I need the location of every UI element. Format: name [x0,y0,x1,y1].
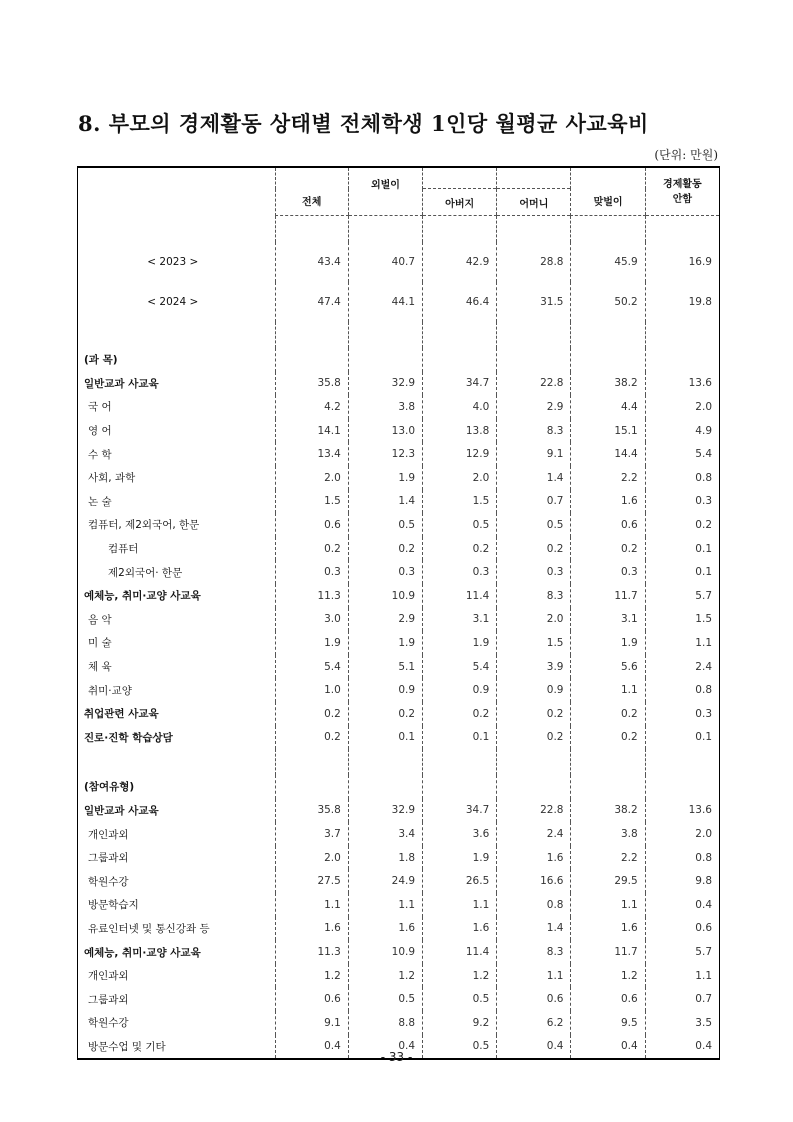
value-cell: 11.3 [275,584,348,608]
table-row [78,395,720,419]
table-row [78,964,720,988]
table-row [78,869,720,893]
value-cell: 1.9 [275,631,348,655]
table-row [78,655,720,679]
header-mother-spacer [497,167,571,189]
value-cell: 1.6 [571,917,645,941]
value-cell: 0.9 [423,678,497,702]
value-cell: 4.9 [645,419,719,443]
value-cell: 5.7 [645,940,719,964]
value-cell [497,348,571,372]
value-cell [275,775,348,799]
value-cell [571,322,645,348]
value-cell: 0.4 [571,1035,645,1059]
value-cell: 9.5 [571,1011,645,1035]
value-cell: 1.1 [348,893,422,917]
value-cell: 0.5 [423,1035,497,1059]
value-cell: 1.1 [645,964,719,988]
value-cell: 1.4 [497,466,571,490]
value-cell: 0.5 [348,513,422,537]
value-cell: 1.2 [423,964,497,988]
value-cell: 0.3 [423,560,497,584]
value-cell: 11.7 [571,940,645,964]
row-label: 개인과외 [88,828,129,841]
value-cell: 11.3 [275,940,348,964]
value-cell [571,749,645,775]
value-cell: 24.9 [348,869,422,893]
value-cell: 1.6 [348,917,422,941]
header-inactive-line2: 안함 [672,193,693,205]
value-cell: 12.9 [423,442,497,466]
table-row [78,282,720,322]
value-cell: 0.9 [348,678,422,702]
row-label: 학원수강 [88,1017,129,1030]
table-row [78,702,720,726]
table-row [78,513,720,537]
value-cell: 0.2 [497,537,571,561]
value-cell: 15.1 [571,419,645,443]
header-all: 전체 [275,167,348,216]
value-cell: 3.8 [348,395,422,419]
value-cell: 0.3 [645,490,719,514]
value-cell: 2.0 [275,846,348,870]
value-cell: 6.2 [497,1011,571,1035]
value-cell: 1.5 [645,608,719,632]
table-row [78,893,720,917]
value-cell [571,775,645,799]
header-inactive [645,167,719,216]
value-cell: 11.4 [423,584,497,608]
value-cell: 2.4 [645,655,719,679]
table-row [78,419,720,443]
row-label: 수 학 [88,448,112,461]
header-father-spacer [423,167,497,189]
value-cell: 2.9 [348,608,422,632]
value-cell: 8.3 [497,419,571,443]
value-cell: 2.2 [571,846,645,870]
row-label: 국 어 [88,401,112,414]
value-cell: 8.3 [497,940,571,964]
value-cell: 3.8 [571,822,645,846]
value-cell: 38.2 [571,799,645,823]
value-cell: 13.6 [645,799,719,823]
value-cell: 19.8 [645,282,719,322]
value-cell: 26.5 [423,869,497,893]
value-cell: 0.2 [348,702,422,726]
value-cell: 0.1 [645,537,719,561]
value-cell: 0.7 [497,490,571,514]
row-label: 일반교과 사교육 [84,377,159,390]
value-cell [423,749,497,775]
value-cell: 2.0 [423,466,497,490]
value-cell: 3.4 [348,822,422,846]
header-father: 아버지 [423,189,497,216]
value-cell [275,216,348,243]
table-row [78,987,720,1011]
value-cell: 0.1 [348,726,422,750]
value-cell: 38.2 [571,372,645,396]
value-cell [645,775,719,799]
value-cell [497,749,571,775]
value-cell: 1.1 [571,678,645,702]
table-row [78,216,720,243]
value-cell: 1.9 [423,631,497,655]
value-cell: 32.9 [348,799,422,823]
row-label [78,749,276,775]
value-cell: 3.1 [571,608,645,632]
value-cell [275,322,348,348]
row-label: 일반교과 사교육 [84,804,159,817]
value-cell: 4.4 [571,395,645,419]
value-cell: 0.3 [275,560,348,584]
value-cell: 1.6 [275,917,348,941]
value-cell: 1.4 [348,490,422,514]
value-cell [645,322,719,348]
header-inactive-line1: 경제활동 [663,178,702,190]
value-cell: 1.5 [423,490,497,514]
table-header [78,167,720,216]
value-cell [348,775,422,799]
value-cell: 3.9 [497,655,571,679]
value-cell: 0.2 [348,537,422,561]
value-cell: 13.8 [423,419,497,443]
value-cell: 34.7 [423,372,497,396]
value-cell: 4.2 [275,395,348,419]
value-cell: 5.4 [423,655,497,679]
value-cell: 13.6 [645,372,719,396]
value-cell: 35.8 [275,372,348,396]
value-cell: 1.9 [571,631,645,655]
value-cell: 2.0 [645,822,719,846]
value-cell: 0.4 [645,1035,719,1059]
value-cell: 1.5 [497,631,571,655]
row-label: 컴퓨터, 제2외국어, 한문 [88,519,200,532]
value-cell: 0.2 [571,537,645,561]
value-cell [275,749,348,775]
value-cell [645,348,719,372]
value-cell: 3.6 [423,822,497,846]
value-cell: 1.1 [497,964,571,988]
table-row [78,1011,720,1035]
value-cell: 1.0 [275,678,348,702]
value-cell: 5.4 [275,655,348,679]
value-cell: 5.4 [645,442,719,466]
value-cell: 9.8 [645,869,719,893]
expenditure-table [77,166,720,1060]
value-cell: 2.0 [275,466,348,490]
row-label: 음 악 [88,613,112,626]
value-cell: 0.5 [348,987,422,1011]
value-cell: 35.8 [275,799,348,823]
row-label: 예체능, 취미·교양 사교육 [84,946,201,959]
value-cell: 1.1 [423,893,497,917]
row-label: 취업관련 사교육 [84,708,159,721]
value-cell: 1.6 [497,846,571,870]
row-label: < 2024 > [147,296,199,308]
value-cell: 47.4 [275,282,348,322]
table-row [78,372,720,396]
value-cell [348,216,422,243]
value-cell: 0.1 [645,560,719,584]
table-row [78,490,720,514]
header-dual-label: 외벌이 [370,179,400,191]
table-row [78,442,720,466]
value-cell: 29.5 [571,869,645,893]
value-cell: 22.8 [497,799,571,823]
value-cell: 0.8 [645,466,719,490]
table-row [78,466,720,490]
value-cell: 10.9 [348,940,422,964]
value-cell: 16.9 [645,242,719,282]
header-dual [348,179,422,216]
row-label: 방문수업 및 기타 [88,1040,166,1053]
row-label: 제2외국어· 한문 [108,566,183,579]
value-cell: 42.9 [423,242,497,282]
value-cell: 11.4 [423,940,497,964]
value-cell: 0.6 [571,987,645,1011]
header-both: 맞벌이 [571,167,645,216]
table-row [78,678,720,702]
table-row [78,846,720,870]
page-number: - 33 - [380,1050,413,1064]
header-corner [78,167,276,216]
table-row [78,799,720,823]
value-cell: 34.7 [423,799,497,823]
table-body [78,216,720,1060]
value-cell: 0.6 [645,917,719,941]
value-cell: 2.2 [571,466,645,490]
value-cell: 0.8 [645,678,719,702]
value-cell: 0.4 [348,1035,422,1059]
value-cell: 1.6 [423,917,497,941]
table-row [78,537,720,561]
value-cell: 45.9 [571,242,645,282]
row-label: 컴퓨터 [108,543,139,556]
unit-note: (단위: 만원) [654,148,718,162]
value-cell: 2.0 [645,395,719,419]
value-cell [497,322,571,348]
value-cell: 8.3 [497,584,571,608]
value-cell: 0.2 [423,702,497,726]
value-cell: 0.3 [571,560,645,584]
value-cell: 0.2 [423,537,497,561]
value-cell: 0.3 [348,560,422,584]
value-cell: 14.1 [275,419,348,443]
value-cell: 0.3 [497,560,571,584]
value-cell: 9.2 [423,1011,497,1035]
row-label: 영 어 [88,425,112,438]
value-cell: 0.7 [645,987,719,1011]
value-cell [423,348,497,372]
table-row [78,822,720,846]
value-cell: 1.2 [275,964,348,988]
value-cell: 1.4 [497,917,571,941]
value-cell: 0.2 [497,702,571,726]
value-cell: 2.4 [497,822,571,846]
table-row [78,940,720,964]
value-cell: 0.1 [645,726,719,750]
value-cell: 9.1 [275,1011,348,1035]
value-cell: 44.1 [348,282,422,322]
row-label: 그룹과외 [88,852,129,865]
value-cell: 0.8 [497,893,571,917]
value-cell: 1.9 [423,846,497,870]
value-cell: 1.9 [348,631,422,655]
value-cell: 0.5 [497,513,571,537]
value-cell: 0.6 [497,987,571,1011]
value-cell: 0.3 [645,702,719,726]
table-row [78,608,720,632]
value-cell: 0.2 [497,726,571,750]
value-cell: 0.4 [645,893,719,917]
value-cell [275,348,348,372]
table-row [78,749,720,775]
value-cell: 43.4 [275,242,348,282]
value-cell: 0.2 [275,537,348,561]
table-row [78,631,720,655]
value-cell: 0.6 [571,513,645,537]
table-row [78,917,720,941]
value-cell: 0.5 [423,513,497,537]
value-cell: 0.4 [497,1035,571,1059]
row-label: 개인과외 [88,970,129,983]
value-cell: 1.1 [571,893,645,917]
value-cell [497,775,571,799]
value-cell [645,216,719,243]
value-cell: 0.8 [645,846,719,870]
value-cell: 0.2 [571,726,645,750]
row-label: 체 육 [88,661,112,674]
value-cell: 2.9 [497,395,571,419]
value-cell: 9.1 [497,442,571,466]
value-cell [571,216,645,243]
value-cell: 0.4 [275,1035,348,1059]
value-cell [348,348,422,372]
value-cell [423,322,497,348]
value-cell: 4.0 [423,395,497,419]
value-cell: 0.6 [275,987,348,1011]
value-cell: 31.5 [497,282,571,322]
row-label: 학원수강 [88,875,129,888]
value-cell: 5.1 [348,655,422,679]
value-cell: 1.1 [645,631,719,655]
table-row [78,775,720,799]
value-cell: 27.5 [275,869,348,893]
row-label: 취미·교양 [88,684,132,697]
value-cell [645,749,719,775]
value-cell: 0.5 [423,987,497,1011]
value-cell: 13.4 [275,442,348,466]
value-cell: 10.9 [348,584,422,608]
value-cell [423,775,497,799]
value-cell [348,322,422,348]
row-label: 그룹과외 [88,993,129,1006]
row-label: 논 술 [88,495,112,508]
value-cell: 12.3 [348,442,422,466]
value-cell: 0.6 [275,513,348,537]
row-label: < 2023 > [147,256,199,268]
value-cell: 0.2 [571,702,645,726]
value-cell: 1.9 [348,466,422,490]
row-label: 유료인터넷 및 통신강좌 등 [88,922,210,935]
value-cell: 5.6 [571,655,645,679]
value-cell: 3.5 [645,1011,719,1035]
table-row [78,584,720,608]
value-cell: 3.0 [275,608,348,632]
value-cell: 2.0 [497,608,571,632]
row-label [78,216,276,243]
value-cell: 0.9 [497,678,571,702]
value-cell: 13.0 [348,419,422,443]
value-cell: 32.9 [348,372,422,396]
row-label: (과 목) [84,354,118,367]
table-row [78,348,720,372]
value-cell: 5.7 [645,584,719,608]
value-cell: 46.4 [423,282,497,322]
value-cell: 0.2 [275,702,348,726]
value-cell: 28.8 [497,242,571,282]
value-cell: 50.2 [571,282,645,322]
table-row [78,560,720,584]
value-cell: 3.1 [423,608,497,632]
row-label [78,322,276,348]
value-cell [571,348,645,372]
value-cell: 0.1 [423,726,497,750]
value-cell [497,216,571,243]
value-cell: 0.2 [275,726,348,750]
row-label: (참여유형) [84,781,135,794]
page-title: 8. 부모의 경제활동 상태별 전체학생 1인당 월평균 사교육비 [78,111,649,136]
table-row [78,322,720,348]
row-label: 사회, 과학 [88,472,136,485]
value-cell: 14.4 [571,442,645,466]
value-cell: 1.2 [348,964,422,988]
table-row [78,242,720,282]
value-cell: 1.2 [571,964,645,988]
value-cell [348,749,422,775]
row-label: 예체능, 취미·교양 사교육 [84,590,201,603]
value-cell: 8.8 [348,1011,422,1035]
value-cell [423,216,497,243]
value-cell: 1.8 [348,846,422,870]
value-cell: 40.7 [348,242,422,282]
value-cell: 11.7 [571,584,645,608]
value-cell: 0.2 [645,513,719,537]
value-cell: 1.6 [571,490,645,514]
table-row [78,726,720,750]
value-cell: 22.8 [497,372,571,396]
header-mother: 어머니 [497,189,571,216]
row-label: 미 술 [88,637,112,650]
value-cell: 1.1 [275,893,348,917]
value-cell: 3.7 [275,822,348,846]
row-label: 진로·진학 학습상담 [84,731,173,744]
row-label: 방문학습지 [88,899,139,912]
value-cell: 16.6 [497,869,571,893]
value-cell: 1.5 [275,490,348,514]
